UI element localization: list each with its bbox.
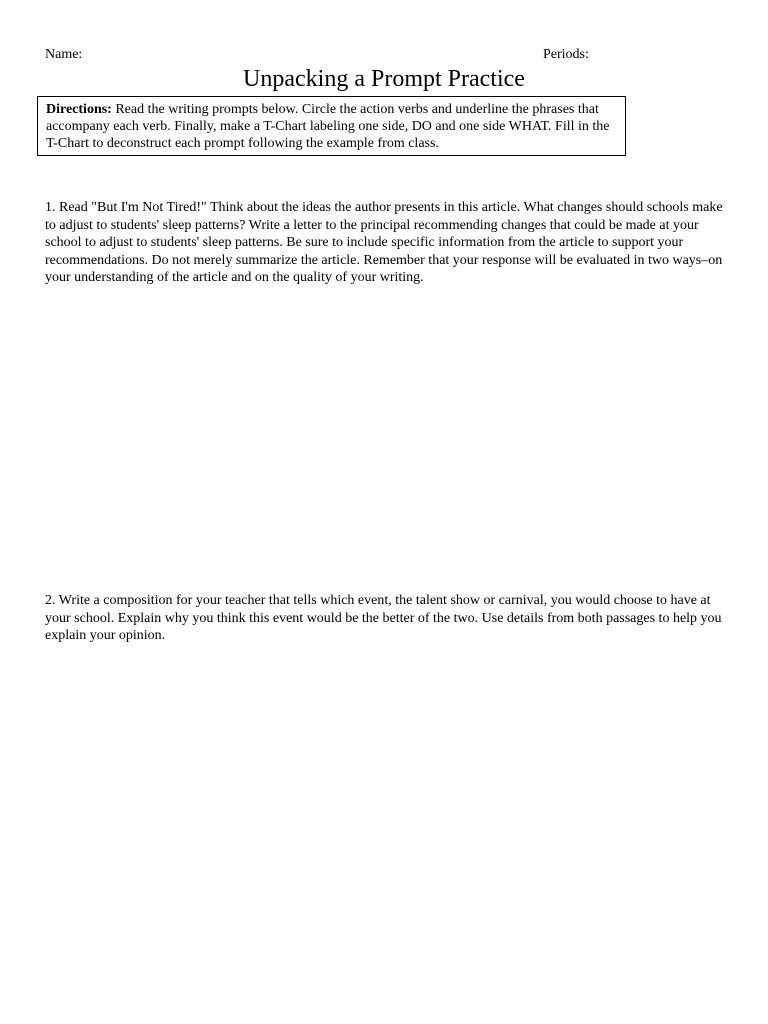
page-title: Unpacking a Prompt Practice [243, 66, 525, 92]
prompt-1-text: 1. Read "But I'm Not Tired!" Think about the ideas the author presents in this article. What changes should schools make to adjust to students' sleep patterns? Write a letter to the principal recommending changes that could be made at your school to adjust to students' sleep patterns. Be sure to include specific information from the article to support your recommendations. Do not merely summarize the article. Remember that your response will be evaluated in two ways–on your understanding of the article and on the quality of your writing. [45, 200, 723, 285]
directions-box [37, 96, 626, 156]
directions-text: Read the writing prompts below. Circle the action verbs and underline the phrases that accompany each verb. Finally, make a T-Chart labeling one side, DO and one side WHAT. Fill in the T-Chart to deconstruct each prompt following the example from class. [46, 102, 610, 151]
periods-label: Periods: [543, 47, 589, 62]
directions-label: Directions: [46, 102, 112, 117]
prompt-2-text: 2. Write a composition for your teacher that tells which event, the talent show or carnival, you would choose to have at your school. Explain why you think this event would be the better of the two. Use details from both passages to help you explain your opinion. [45, 593, 722, 643]
name-label: Name: [45, 47, 83, 62]
